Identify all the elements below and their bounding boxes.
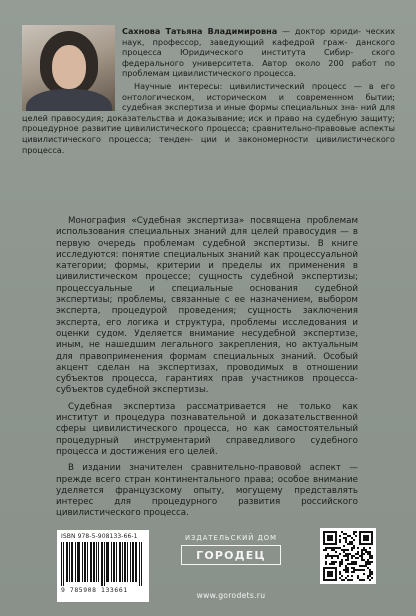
qr-module [369, 573, 371, 575]
qr-module [371, 561, 373, 563]
barcode-bar [141, 542, 142, 586]
qr-module [327, 553, 329, 555]
annotation-paragraph: Монография «Судебная экспертиза» посвящена проблемам использования специальных знаний для целей правосудия — в первую очередь проблемам судебной экспертизы. В книге исследуются: понятие специальных знаний как процессуальной категории; формы, критерии и пределы их применения в цивилистическом процессе; сущность судебной экспертизы; процессуальные и специальные основания судебной экспертизы; проблемы, связанные с ее назначением, выбором эксперта, процедурой проведения; сущность заключения эксперта, его логика и структура, проблемы исследования и оценки судом. Уделяется внимание несудебной экспертизе, иным, не нашедшим легального закрепления, но актуальным для правоприменения формам специальных знаний. Особый акцент сделан на экспертизах, проводимых в отношении субъектов процесса, гарантиях прав участников процесса-субъектов судебной экспертизы. [56, 216, 358, 396]
cover-footer [0, 522, 416, 616]
qr-module [347, 571, 349, 573]
qr-module [369, 547, 371, 549]
qr-module [347, 535, 349, 537]
qr-module [333, 547, 335, 549]
qr-module [353, 539, 355, 541]
qr-module [347, 553, 349, 555]
qr-module [335, 555, 337, 557]
barcode-bar [104, 542, 105, 586]
qr-module [365, 549, 367, 551]
qr-module [367, 561, 369, 563]
qr-module [351, 547, 353, 549]
qr-module [363, 573, 365, 575]
qr-module [355, 561, 357, 563]
barcode-bar [67, 542, 68, 582]
qr-module [355, 569, 357, 571]
qr-module [365, 561, 367, 563]
publisher-block [175, 534, 287, 600]
barcode-bar [120, 542, 121, 582]
qr-module [339, 535, 341, 537]
qr-module [347, 549, 349, 551]
qr-module [351, 537, 353, 539]
qr-module [327, 571, 333, 577]
barcode-bar [84, 542, 85, 582]
barcode-bar [108, 542, 109, 582]
qr-module [371, 577, 373, 579]
qr-module [361, 565, 363, 567]
barcode-bars [61, 542, 145, 586]
qr-module [345, 567, 347, 569]
barcode-bar [93, 542, 94, 582]
qr-module [325, 563, 327, 565]
barcode-bar [98, 542, 99, 582]
qr-module [369, 575, 371, 577]
barcode-bar [113, 542, 114, 582]
qr-module [337, 547, 339, 549]
publisher-logo [181, 545, 281, 565]
qr-module [361, 555, 363, 557]
interests-line: ний для целей правосудия; доказательства и доказывание; иск и право [22, 102, 395, 123]
qr-module [345, 571, 347, 573]
barcode-digits: 9 785908 133661 [61, 586, 128, 594]
qr-module [349, 541, 351, 543]
qr-module [333, 563, 335, 565]
qr-module [365, 551, 367, 553]
qr-module [345, 565, 347, 567]
qr-module [359, 569, 361, 571]
qr-module [361, 553, 363, 555]
annotation-paragraph: Судебная экспертиза рассматривается не только как институт и процедура познавательной и доказательственной сферы цивилистического процесса, но как самостоятельный процедурный инструментарий справедливого судебного процесса и достижения его целей. [56, 401, 358, 457]
barcode-bar [124, 542, 125, 582]
barcode-bar [116, 542, 117, 582]
qr-module [357, 551, 359, 553]
barcode-bar [130, 542, 131, 582]
qr-module [339, 547, 341, 549]
qr-module [359, 555, 361, 557]
qr-module [349, 553, 351, 555]
qr-module [357, 547, 359, 549]
qr-module [337, 555, 339, 557]
qr-module [351, 563, 353, 565]
qr-module [367, 575, 369, 577]
qr-module [331, 549, 333, 551]
publisher-tag: ИЗДАТЕЛЬСКИЙ ДОМ [184, 534, 278, 542]
qr-module [351, 579, 353, 581]
qr-module [369, 551, 371, 553]
qr-module [365, 563, 367, 565]
qr-module [361, 551, 363, 553]
qr-module [327, 547, 329, 549]
qr-module [363, 565, 365, 567]
qr-module [351, 575, 353, 577]
interests-line: на судебную защиту; процедурное развитие цивилистического процесса; [22, 112, 395, 134]
qr-code-pattern [323, 531, 373, 581]
barcode-bar [102, 542, 103, 586]
qr-module [339, 577, 341, 579]
qr-module [351, 567, 353, 569]
qr-module [353, 567, 355, 569]
qr-module [361, 549, 363, 551]
qr-module [331, 563, 333, 565]
qr-module [347, 559, 349, 561]
isbn-barcode [57, 530, 149, 602]
qr-module [355, 535, 357, 537]
qr-module [363, 553, 365, 555]
qr-module [339, 539, 341, 541]
qr-module [343, 545, 345, 547]
bio-line: ческих наук, профессор, заведующий кафедрой граж- [122, 26, 395, 47]
qr-module [341, 575, 343, 577]
qr-module [369, 569, 371, 571]
bio-line: работ по проблемам цивилистического процесса. [122, 57, 395, 79]
qr-module [347, 563, 349, 565]
qr-module [325, 547, 327, 549]
isbn-number: ISBN 978-5-908133-66-1 [61, 533, 138, 540]
publisher-website: www.gorodets.ru [196, 591, 266, 600]
barcode-bar [82, 542, 83, 582]
qr-module [341, 563, 343, 565]
qr-module [345, 555, 347, 557]
qr-module [351, 571, 353, 573]
qr-module [345, 537, 347, 539]
qr-module [353, 533, 355, 535]
qr-module [339, 573, 341, 575]
author-bio [22, 26, 395, 155]
qr-module [341, 559, 343, 561]
qr-module [343, 555, 345, 557]
qr-module [351, 541, 353, 543]
qr-module [331, 555, 333, 557]
qr-module [355, 557, 357, 559]
barcode-bar [94, 542, 95, 582]
barcode-bar [61, 542, 62, 586]
qr-module [359, 565, 361, 567]
qr-module [345, 569, 347, 571]
qr-module [349, 535, 351, 537]
qr-module [331, 561, 333, 563]
barcode-bar [78, 542, 79, 582]
qr-module [343, 549, 345, 551]
barcode-bar [135, 542, 136, 582]
qr-module [369, 571, 371, 573]
qr-module [339, 553, 341, 555]
qr-module [333, 549, 335, 551]
qr-module [361, 559, 363, 561]
qr-module [345, 533, 347, 535]
qr-module [339, 563, 341, 565]
qr-module [367, 553, 369, 555]
qr-module [325, 555, 327, 557]
qr-code [320, 528, 376, 584]
qr-module [341, 561, 343, 563]
qr-module [357, 569, 359, 571]
qr-module [343, 579, 345, 581]
qr-module [329, 563, 331, 565]
interests-line: сравнительно-правовые аспекты цивилистического процесса; тенден- [22, 123, 396, 144]
qr-module [349, 543, 351, 545]
qr-module [367, 551, 369, 553]
qr-module [361, 569, 363, 571]
qr-module [367, 577, 369, 579]
qr-module [329, 547, 331, 549]
barcode-bar [106, 542, 107, 582]
barcode-bar [107, 542, 108, 582]
qr-module [359, 579, 361, 581]
qr-module [353, 555, 355, 557]
qr-module [369, 561, 371, 563]
bio-line: — доктор юриди- [277, 26, 361, 36]
qr-module [345, 559, 347, 561]
qr-module [347, 557, 349, 559]
qr-module [363, 569, 365, 571]
qr-module [323, 549, 325, 551]
qr-module [343, 533, 345, 535]
photo-spacer [22, 26, 122, 110]
qr-module [335, 551, 337, 553]
bio-line: данского процесса Юридического института Сибир- [122, 36, 395, 58]
qr-module [347, 567, 349, 569]
qr-module [363, 559, 365, 561]
qr-module [349, 579, 351, 581]
qr-module [339, 561, 341, 563]
qr-module [339, 541, 341, 543]
qr-module [367, 567, 369, 569]
qr-module [349, 563, 351, 565]
interests-line: ции и закономерности цивилистического процесса. [22, 133, 395, 155]
barcode-bar [111, 542, 112, 582]
qr-module [371, 557, 373, 559]
barcode-bar [139, 542, 140, 586]
book-annotation [56, 216, 358, 525]
qr-module [341, 531, 343, 533]
qr-module [363, 579, 365, 581]
barcode-bar [90, 542, 91, 582]
qr-module [363, 549, 365, 551]
bio-line: ского федерального университета. Автор около 200 [122, 47, 396, 68]
qr-module [351, 549, 353, 551]
qr-module [329, 555, 331, 557]
qr-module [347, 575, 349, 577]
qr-module [353, 531, 355, 533]
barcode-bar [63, 542, 64, 586]
qr-module [345, 539, 347, 541]
qr-module [345, 541, 347, 543]
qr-module [343, 537, 345, 539]
barcode-bar [72, 542, 73, 582]
qr-module [361, 557, 363, 559]
barcode-bar [136, 542, 137, 582]
barcode-bar [66, 542, 67, 582]
qr-module [345, 577, 347, 579]
qr-module [347, 555, 349, 557]
qr-module [353, 545, 355, 547]
qr-module [369, 579, 371, 581]
barcode-bar [114, 542, 115, 582]
barcode-bar [87, 542, 88, 582]
barcode-bar [77, 542, 78, 582]
barcode-bar [125, 542, 126, 582]
interests-line: судебная экспертиза и иные формы специальных зна- [122, 102, 358, 113]
qr-module [327, 535, 333, 541]
qr-module [325, 557, 327, 559]
qr-module [351, 555, 353, 557]
qr-module [355, 553, 357, 555]
qr-module [365, 565, 367, 567]
barcode-bar [69, 542, 70, 582]
qr-module [357, 577, 359, 579]
qr-module [333, 555, 335, 557]
qr-module [357, 553, 359, 555]
qr-module [335, 547, 337, 549]
qr-module [353, 569, 355, 571]
interests-line: Научные интересы: цивилистический процесс — в его [134, 80, 395, 91]
qr-module [357, 575, 359, 577]
qr-module [343, 569, 345, 571]
qr-module [361, 579, 363, 581]
barcode-bar [85, 542, 86, 582]
qr-module [353, 547, 355, 549]
qr-module [339, 571, 341, 573]
annotation-paragraph: В издании значителен сравнительно-правовой аспект — прежде всего стран континентального права; особое внимание уделяется французскому опыту, могущему представлять интерес для процедурного развития российского цивилистического процесса. [56, 463, 358, 519]
barcode-bar [75, 542, 76, 582]
qr-module [333, 561, 335, 563]
qr-module [325, 549, 327, 551]
interests-line: онтологическом, историческом и современном бытии; [122, 91, 395, 102]
qr-module [347, 579, 349, 581]
qr-module [335, 561, 337, 563]
qr-module [347, 543, 349, 545]
qr-module [339, 565, 341, 567]
qr-module [353, 561, 355, 563]
qr-module [351, 561, 353, 563]
qr-module [351, 557, 353, 559]
qr-module [357, 557, 359, 559]
qr-module [345, 549, 347, 551]
qr-module [351, 543, 353, 545]
qr-module [353, 571, 355, 573]
barcode-bar [101, 542, 102, 586]
barcode-bar [122, 542, 123, 582]
barcode-bar [119, 542, 120, 582]
qr-module [343, 551, 345, 553]
qr-module [355, 563, 357, 565]
barcode-bar [133, 542, 134, 582]
publisher-name: ГОРОДЕЦ [196, 548, 266, 562]
qr-module [371, 573, 373, 575]
barcode-bar [79, 542, 80, 582]
qr-module [369, 553, 371, 555]
author-name: Сахнова Татьяна Владимировна [122, 26, 278, 36]
qr-module [337, 557, 339, 559]
qr-module [331, 557, 333, 559]
qr-module [369, 557, 371, 559]
barcode-bar [71, 542, 72, 582]
qr-module [371, 555, 373, 557]
qr-module [353, 563, 355, 565]
qr-module [371, 571, 373, 573]
qr-module [341, 549, 343, 551]
barcode-bar [96, 542, 97, 582]
barcode-bar [91, 542, 92, 582]
qr-module [341, 579, 343, 581]
qr-module [363, 535, 369, 541]
barcode-bar [127, 542, 128, 582]
qr-module [363, 547, 365, 549]
qr-module [369, 563, 371, 565]
barcode-bar [132, 542, 133, 582]
qr-module [345, 553, 347, 555]
qr-module [331, 547, 333, 549]
qr-module [355, 531, 357, 533]
qr-module [327, 555, 329, 557]
qr-module [347, 569, 349, 571]
qr-module [367, 563, 369, 565]
qr-module [325, 561, 327, 563]
qr-module [367, 559, 369, 561]
qr-module [369, 555, 371, 557]
